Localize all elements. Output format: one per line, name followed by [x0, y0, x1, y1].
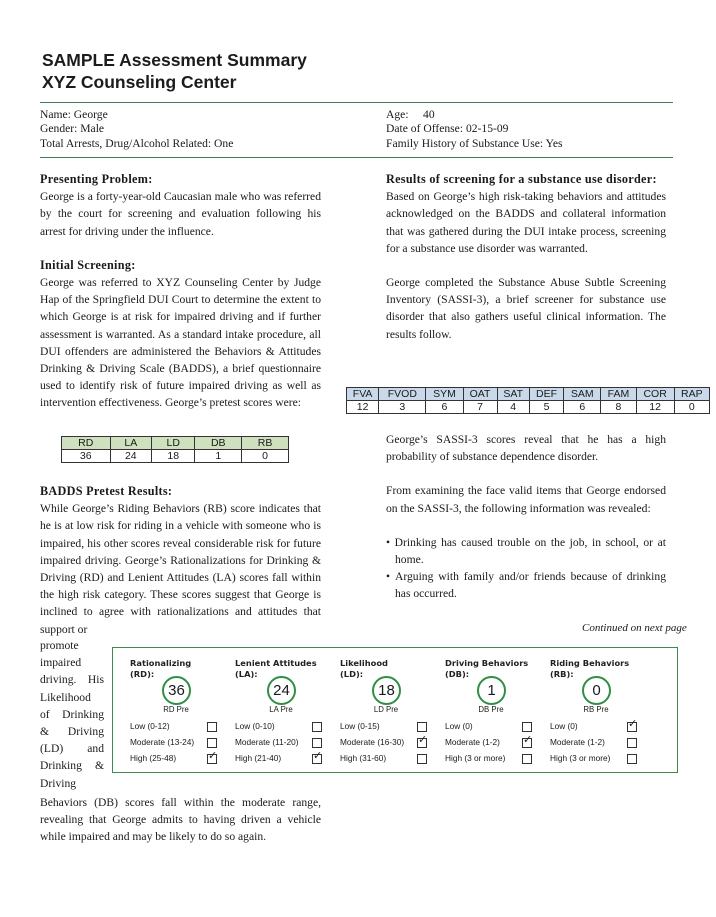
range-checkbox — [522, 754, 532, 764]
range-checkbox — [417, 722, 427, 732]
document-title: SAMPLE Assessment Summary — [42, 50, 307, 70]
sassi-value-cell: 7 — [463, 401, 497, 414]
wrap-line: promote — [40, 639, 79, 652]
wrap-line: Driving — [40, 776, 77, 790]
range-checkbox — [207, 749, 218, 764]
range-label: Moderate (11-20) — [235, 737, 299, 747]
badds-header-cell: RB — [242, 437, 289, 450]
sassi-value-cell: 3 — [379, 401, 426, 414]
sassi-header-cell: RAP — [674, 388, 709, 401]
score-circle: 36 — [162, 676, 191, 705]
range-checkbox — [312, 749, 323, 764]
range-label: Low (0) — [445, 721, 473, 731]
range-label: High (3 or more) — [550, 753, 611, 763]
results-heading: Results of screening for a substance use disorder: — [386, 172, 657, 186]
score-sub-label: DB Pre — [478, 705, 504, 714]
range-label: High (25-48) — [130, 753, 177, 763]
check-icon: ✓ — [313, 749, 323, 762]
results-text: Based on George’s high risk-taking behaviors and attitudes acknowledged on the BADDS and collateral information that was gathered during the DUI intake process, screening for a substance use disorder was warranted. — [386, 190, 666, 255]
initial-screening-text: George was referred to XYZ Counseling Center by Judge Hap of the Springfield DUI Court to determine the extent to which George is at risk for impaired driving and if further assessment is warranted. As a standard intake procedure, all DUI offenders are administered the Behaviors & Attitudes Drinking & Driving Scale (BADDS), a brief questionnaire used to identify risk of future impaired driving as well as intervention effectiveness. George’s pretest scores were: — [40, 276, 321, 410]
sassi-header-cell: COR — [636, 388, 674, 401]
range-label: Moderate (1-2) — [550, 737, 605, 747]
sassi-value-cell: 6 — [426, 401, 463, 414]
offense-date: Date of Offense: 02-15-09 — [386, 122, 509, 135]
badds-score-box — [112, 647, 678, 773]
range-checkbox — [522, 733, 533, 748]
badds-value-cell: 18 — [152, 450, 195, 463]
sassi-intro-text: George completed the Substance Abuse Subtle Screening Inventory (SASSI-3), a brief screener for substance use disorder that also gathers useful clinical information. The results follow. — [386, 276, 666, 341]
info-rule — [40, 157, 673, 158]
wrap-line: Likelihood — [40, 690, 91, 704]
range-label: High (21-40) — [235, 753, 282, 763]
sassi-value-cell: 8 — [601, 401, 636, 414]
sassi-header-cell: SAT — [497, 388, 529, 401]
sassi-score-table — [346, 387, 710, 414]
presenting-heading: Presenting Problem: — [40, 172, 153, 186]
range-label: Low (0-12) — [130, 721, 170, 731]
category-title: Rationalizing (RD): — [130, 658, 192, 679]
wrap-line: (LD) and — [40, 742, 104, 756]
score-sub-label: LD Pre — [373, 705, 399, 714]
client-arrests: Total Arrests, Drug/Alcohol Related: One — [40, 137, 234, 150]
category-title: Likelihood (LD): — [340, 658, 388, 679]
bullet-item: • Arguing with family and/or friends because of drinking has occurred. — [386, 570, 666, 601]
range-label: Moderate (1-2) — [445, 737, 500, 747]
score-circle: 0 — [582, 676, 611, 705]
document-subtitle: XYZ Counseling Center — [42, 72, 237, 92]
badds-header-cell: LA — [110, 437, 152, 450]
sassi-header-cell: DEF — [529, 388, 563, 401]
client-gender: Gender: Male — [40, 122, 105, 135]
continued-note: Continued on next page — [582, 622, 687, 634]
range-label: High (31-60) — [340, 753, 387, 763]
score-circle: 24 — [267, 676, 296, 705]
wrap-line: driving. His — [40, 673, 104, 687]
sassi-value-cell: 4 — [497, 401, 529, 414]
range-label: High (3 or more) — [445, 753, 506, 763]
wrap-line: of Drinking — [40, 707, 104, 721]
range-checkbox — [312, 722, 322, 732]
left-column — [40, 171, 321, 412]
client-age: Age: 40 — [386, 108, 435, 121]
pretest-section — [40, 483, 321, 638]
sassi-header-cell: FVA — [347, 388, 379, 401]
range-checkbox — [627, 717, 638, 732]
badds-header-cell: LD — [152, 437, 195, 450]
range-checkbox — [627, 754, 637, 764]
sassi-value-cell: 0 — [674, 401, 709, 414]
sassi-value-cell: 6 — [564, 401, 601, 414]
score-sub-label: LA Pre — [269, 705, 293, 714]
client-name: Name: George — [40, 108, 108, 121]
sassi-value-cell: 5 — [529, 401, 563, 414]
score-sub-label: RB Pre — [583, 705, 609, 714]
range-label: Moderate (13-24) — [130, 737, 195, 747]
family-history: Family History of Substance Use: Yes — [386, 137, 563, 150]
check-icon: ✓ — [523, 733, 533, 746]
sassi-summary: George’s SASSI-3 scores reveal that he has a high probability of substance dependence disorder. — [386, 433, 666, 464]
range-checkbox — [417, 733, 428, 748]
bullet-item: • Drinking has caused trouble on the job, in school, or at home. — [386, 535, 666, 567]
face-valid-text: From examining the face valid items that George endorsed on the SASSI-3, the following information was revealed: — [386, 484, 666, 515]
check-icon: ✓ — [628, 717, 638, 730]
range-checkbox — [417, 754, 427, 764]
category-title: Driving Behaviors (DB): — [445, 658, 529, 679]
right-column — [386, 171, 666, 343]
badds-pretest-table — [61, 436, 289, 463]
badds-value-cell: 36 — [62, 450, 111, 463]
pretest-wrap — [40, 637, 104, 792]
sassi-value-cell: 12 — [636, 401, 674, 414]
badds-value-cell: 24 — [110, 450, 152, 463]
initial-screening-heading: Initial Screening: — [40, 257, 136, 272]
wrap-line: impaired — [40, 656, 82, 670]
range-checkbox — [627, 738, 637, 748]
range-label: Low (0-15) — [340, 721, 380, 731]
header-rule — [40, 102, 673, 103]
sassi-header-cell: FAM — [601, 388, 636, 401]
pretest-tail — [40, 794, 321, 846]
range-label: Low (0-10) — [235, 721, 275, 731]
wrap-line: & Driving — [40, 725, 104, 739]
sassi-header-cell: SAM — [564, 388, 601, 401]
wrap-line: Drinking & — [40, 759, 104, 773]
sassi-header-cell: FVOD — [379, 388, 426, 401]
category-title: Lenient Attitudes (LA): — [235, 658, 317, 679]
check-icon: ✓ — [208, 749, 218, 762]
presenting-text: George is a forty-year-old Caucasian male who was referred by the court for screening and evaluation following his arrest for driving under the influence. — [40, 190, 321, 238]
right-lower — [386, 431, 666, 603]
score-sub-label: RD Pre — [163, 705, 189, 714]
badds-header-cell: RD — [62, 437, 111, 450]
range-checkbox — [207, 738, 217, 748]
sassi-value-cell: 12 — [347, 401, 379, 414]
badds-value-cell: 1 — [195, 450, 242, 463]
sassi-header-cell: OAT — [463, 388, 497, 401]
pretest-text: While George’s Riding Behaviors (RB) score indicates that he is at low risk for riding in a vehicle with someone who is impaired, his other scores reveal considerable risk for future impaired driving. George’s Rationalizations for Drinking & Driving (RD) and Lenient Attitudes (LA) scores fall within the high risk category. These scores suggest that George is inclined to agree with rationalizations and attitudes that support or — [40, 502, 321, 636]
badds-value-cell: 0 — [242, 450, 289, 463]
range-label: Moderate (16-30) — [340, 737, 405, 747]
check-icon: ✓ — [418, 733, 428, 746]
range-checkbox — [522, 722, 532, 732]
pretest-heading: BADDS Pretest Results: — [40, 484, 173, 498]
score-circle: 1 — [477, 676, 506, 705]
range-checkbox — [312, 738, 322, 748]
category-title: Riding Behaviors (RB): — [550, 658, 630, 679]
pretest-tail-text: Behaviors (DB) scores fall within the moderate range, revealing that George admits to having driven a vehicle while impaired and may be likely to do so again. — [40, 796, 321, 844]
badds-header-cell: DB — [195, 437, 242, 450]
score-circle: 18 — [372, 676, 401, 705]
range-label: Low (0) — [550, 721, 578, 731]
range-checkbox — [207, 722, 217, 732]
sassi-header-cell: SYM — [426, 388, 463, 401]
